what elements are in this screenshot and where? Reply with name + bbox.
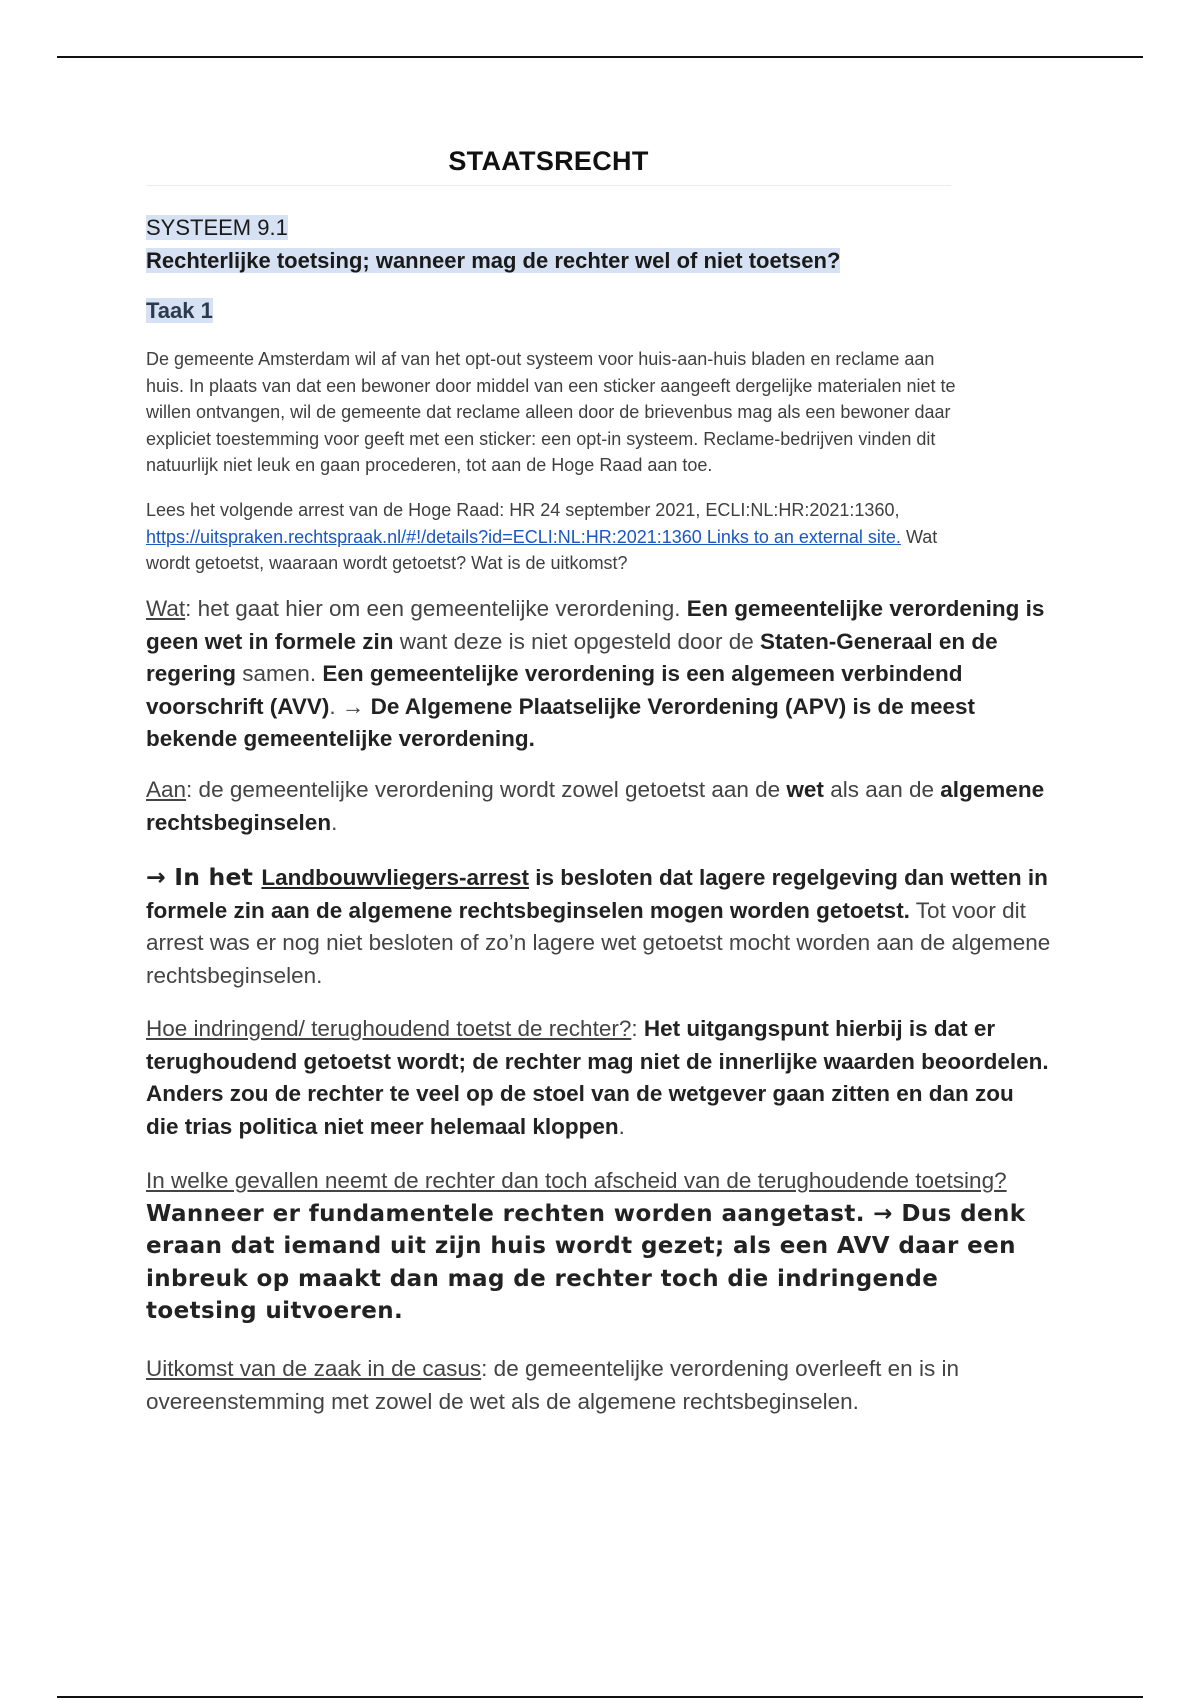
text-run: . <box>618 1113 625 1139</box>
question-text: Rechterlijke toetsing; wanneer mag de rechter wel of niet toetsen? <box>146 248 841 273</box>
aan-label: Aan <box>146 777 187 802</box>
intro-line: willen ontvangen, wil de gemeente dat reclame alleen door de brievenbus mag als een bewoner daar <box>146 402 951 422</box>
bold-run: Een gemeentelijke verordening is een algemeen verbindend voorschrift (AVV) <box>146 661 963 719</box>
intro-line: De gemeente Amsterdam wil af van het opt-out systeem voor huis-aan-huis bladen en reclame aan <box>146 349 935 369</box>
ecli-link[interactable]: https://uitspraken.rechtspraak.nl/#!/details?id=ECLI:NL:HR:2021:1360 Links to an external site. <box>146 526 901 547</box>
uitkomst-label: Uitkomst van de zaak in de casus <box>146 1356 482 1381</box>
text-run: : de gemeentelijke verordening overleeft en is in overeenstemming met zowel de wet als de algemene rechtsbeginselen. <box>146 1356 959 1414</box>
title-divider <box>146 185 951 186</box>
intro-line: expliciet toestemming voor geeft met een sticker: een opt-in systeem. Reclame-bedrijven vinden dit <box>146 428 936 449</box>
question-heading <box>146 248 840 274</box>
instruction-paragraph <box>146 497 1051 577</box>
intro-paragraph <box>146 346 1051 479</box>
bold-run: Het uitgangspunt hierbij is dat er terughoudend getoetst wordt; de rechter mag niet de innerlijke waarden beoordelen. Anders zou de rechter te veel op de stoel van de wetgever gaan zitten en dan zou die trias politica niet meer helemaal kloppen <box>146 1016 1049 1139</box>
wat-paragraph <box>146 593 1051 756</box>
gevallen-paragraph <box>146 1165 1051 1328</box>
hoe-label: Hoe indringend/ terughoudend toetst de rechter? <box>146 1016 632 1041</box>
instruction-line: wordt getoetst, waaraan wordt getoetst? Wat is de uitkomst? <box>146 553 628 573</box>
text-run: . <box>331 809 338 835</box>
bold-run: algemene rechtsbeginselen <box>146 777 1045 835</box>
arrest-paragraph <box>146 861 1051 992</box>
bold-run: Staten-Generaal en de regering <box>146 628 998 686</box>
task-heading <box>146 298 213 324</box>
bottom-rule <box>57 1696 1143 1698</box>
text-run: Tot voor dit arrest was er nog niet besloten of zo’n lagere wet getoetst mocht worden aan de algemene rechtsbeginselen. <box>146 897 1051 988</box>
system-heading <box>146 215 288 241</box>
text-run: : het gaat hier om een gemeentelijke verordening. <box>185 596 687 621</box>
instruction-after-link: Wat <box>900 526 938 547</box>
bold-run: Wanneer er fundamentele rechten worden aangetast. → Dus denk eraan dat iemand uit zijn huis wordt gezet; als een AVV daar een inbreuk op maakt dan mag de rechter toch die indringende toetsing uitvoeren. <box>146 1200 1026 1324</box>
text-run: : de gemeentelijke verordening wordt zowel getoetst aan de <box>186 777 787 802</box>
text-run: want deze is niet opgesteld door de <box>393 628 761 654</box>
arrest-name: Landbouwvliegers-arrest <box>261 865 529 890</box>
text-run: samen. <box>236 661 323 686</box>
instruction-line: Lees het volgende arrest van de Hoge Raad: HR 24 september 2021, ECLI:NL:HR:2021:1360, <box>146 500 900 520</box>
intro-line: natuurlijk niet leuk en gaan procederen, tot aan de Hoge Raad aan toe. <box>146 455 713 475</box>
intro-line: huis. In plaats van dat een bewoner door middel van een sticker aangeeft dergelijke materialen niet te <box>146 375 956 396</box>
text-run: . → <box>329 693 371 719</box>
instruction-link-line <box>146 524 1051 551</box>
hoe-paragraph <box>146 1013 1051 1143</box>
system-label: SYSTEEM 9.1 <box>146 215 288 240</box>
bold-run: Een gemeentelijke verordening is geen wet in formele zin <box>146 596 1045 654</box>
text-run: als aan de <box>823 777 941 802</box>
task-label: Taak 1 <box>146 298 213 323</box>
wat-label: Wat <box>146 596 186 621</box>
bold-run: is besloten dat lagere regelgeving dan wetten in formele zin aan de algemene rechtsbeginselen mogen worden getoetst. <box>146 865 1048 923</box>
top-rule <box>57 56 1143 58</box>
bold-run: wet <box>786 777 824 802</box>
arrest-lead: → In het <box>146 863 262 891</box>
uitkomst-paragraph <box>146 1353 1051 1418</box>
bold-run: De Algemene Plaatselijke Verordening (APV) is de meest bekende gemeentelijke verordening. <box>146 693 976 751</box>
page-title: STAATSRECHT <box>448 146 649 176</box>
text-run: : <box>631 1016 644 1041</box>
gevallen-label: In welke gevallen neemt de rechter dan toch afscheid van de terughoudende toetsing? <box>146 1168 1007 1193</box>
aan-paragraph <box>146 774 1051 839</box>
